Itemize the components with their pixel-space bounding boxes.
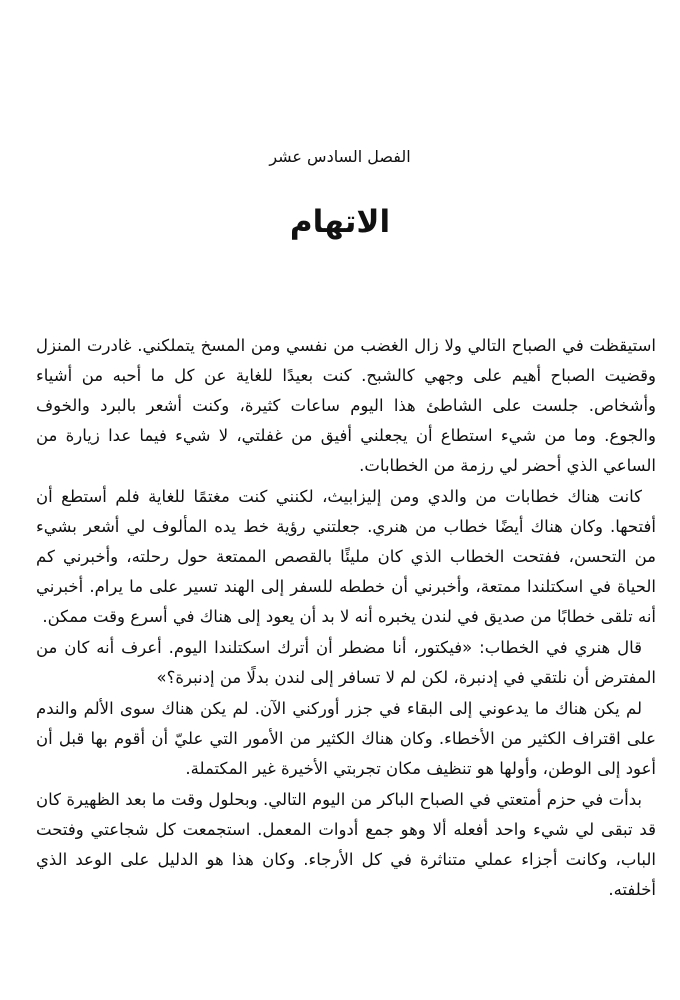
paragraph: قال هنري في الخطاب: «فيكتور، أنا مضطر أن أترك اسكتلندا اليوم. أعرف أنه كان من المفترض أن نلتقي في إدنبرة، لكن لم لا تسافر إلى لندن بدلًا من إدنبرة؟» [36,638,656,687]
paragraph: استيقظت في الصباح التالي ولا زال الغضب من نفسي ومن المسخ يتملكني. غادرت المنزل وقضيت الصباح أهيم على وجهي كالشبح. كنت بعيدًا للغاية عن كل ما أحبه من أشياء وأشخاص. جلست على الشاطئ هذا اليوم ساعات كثيرة، وكنت أشعر بالبرد والخوف والجوع. وما من شيء استطاع أن يجعلني أفيق من غفلتي، لا شيء فيما عدا زيارة من الساعي الذي أحضر لي رزمة من الخطابات. [36,336,656,475]
paragraph: بدأت في حزم أمتعتي في الصباح الباكر من اليوم التالي. وبحلول وقت ما بعد الظهيرة كان قد تبقى لي شيء واحد أفعله ألا وهو جمع أدوات المعمل. استجمعت كل شجاعتي وفتحت الباب، وكانت أجزاء عملي متناثرة في كل الأرجاء. وكان هذا هو الدليل على الوعد الذي أخلفته. [36,790,656,899]
paragraph: كانت هناك خطابات من والدي ومن إليزابيث، لكنني كنت مغتمًا للغاية فلم أستطع أن أفتحها. وكان هناك أيضًا خطاب من هنري. جعلتني رؤية خط يده المألوف لي أشعر بشيء من التحسن، ففتحت الخطاب الذي كان مليئًا بالقصص الممتعة حول رحلته، وأخبرني كم الحياة في اسكتلندا ممتعة، وأخبرني أن خططه للسفر إلى الهند تسير على ما يرام. أخبرني أنه تلقى خطابًا من صديق في لندن يخبره أنه لا بد أن يعود إلى هناك في أسرع وقت ممكن. [36,487,656,626]
chapter-label: الفصل السادس عشر [269,147,411,166]
paragraph: لم يكن هناك ما يدعوني إلى البقاء في جزر أوركني الآن. لم يكن هناك سوى الألم والندم على اقتراف الكثير من الأخطاء. وكان هناك الكثير من الأمور التي عليّ أن أقوم بها قبل أن أعود إلى الوطن، وأولها هو تنظيف مكان تجربتي الأخيرة غير المكتملة. [36,699,656,778]
chapter-title: الاتهام [289,204,391,240]
chapter-body [36,331,656,906]
